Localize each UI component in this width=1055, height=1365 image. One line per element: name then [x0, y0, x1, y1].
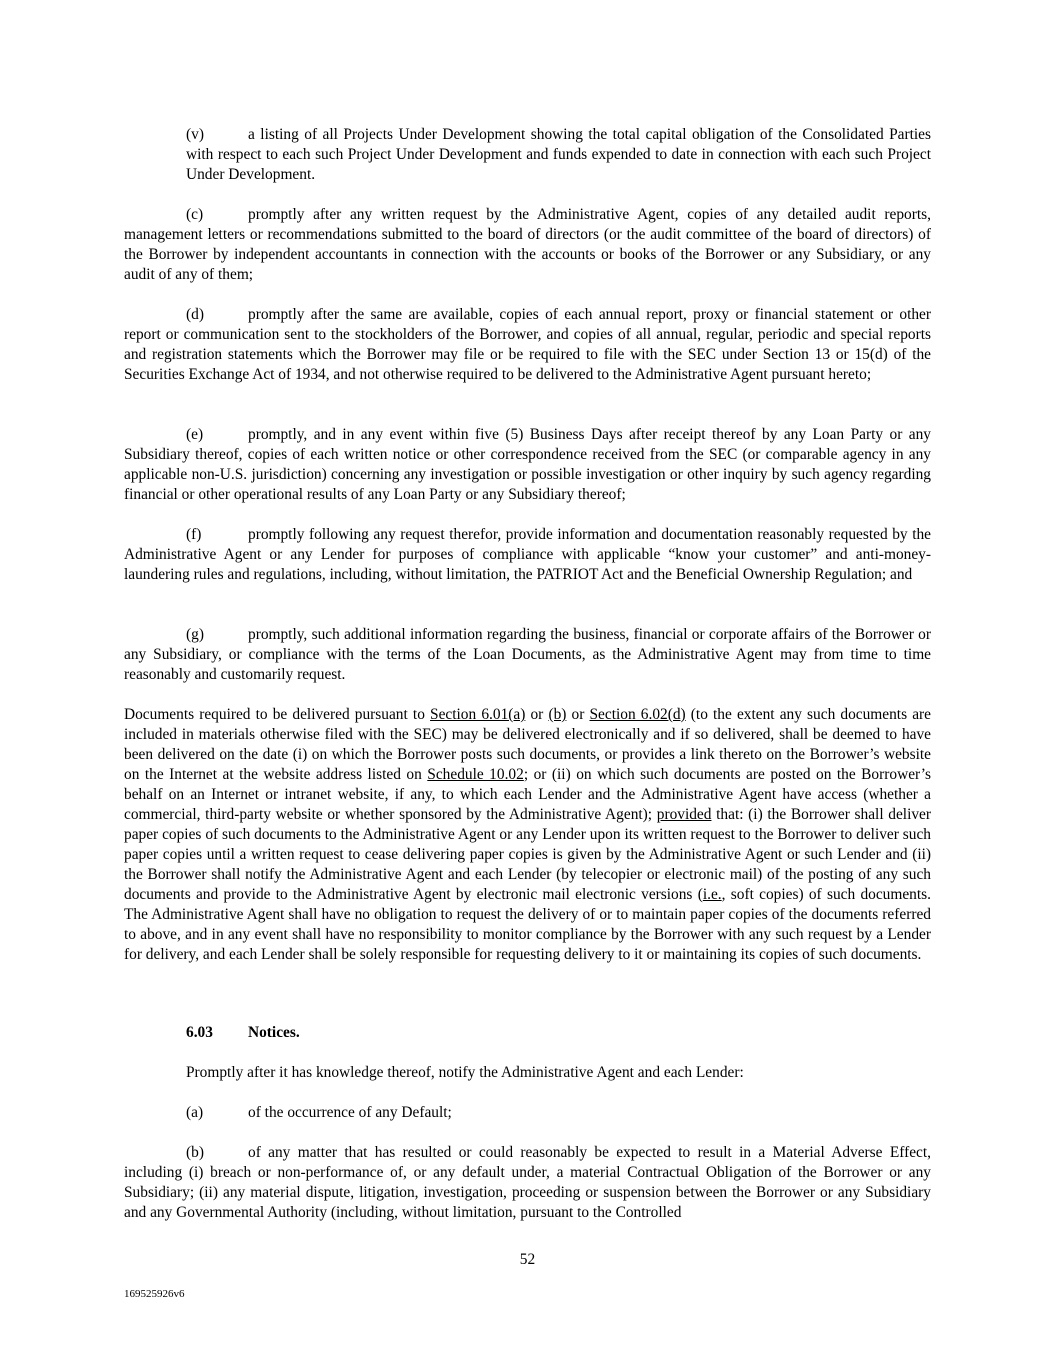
section-intro-text: Promptly after it has knowledge thereof, notify the Administrative Agent and each Lender:: [186, 1064, 744, 1081]
paragraph-e-text: promptly, and in any event within five (5) Business Days after receipt thereof by any Loan Party or any Subsidiary thereof, copies of each written notice or other correspondence received from the SEC (or comparable agency in any applicable non-U.S. jurisdiction) concerning any investigation or possible investigation or other inquiry by such agency regarding financial or other operational results of any Loan Party or any Subsidiary thereof;: [124, 426, 931, 503]
paragraph-v-number: (v): [186, 126, 204, 143]
notice-a: [186, 1103, 931, 1123]
paragraph-v: [186, 125, 931, 185]
notice-a-number: (a): [186, 1104, 204, 1121]
document-id: 169525926v6: [124, 1288, 185, 1300]
notice-b-number: (b): [186, 1144, 204, 1161]
paragraph-f-number: (f): [186, 526, 202, 543]
section-number: 6.03: [186, 1024, 213, 1041]
section-b-reference: (b): [548, 706, 567, 723]
ie-term: i.e.: [702, 886, 722, 903]
paragraph-c-text: promptly after any written request by the Administrative Agent, copies of any detailed audit reports, management letters or recommendations submitted to the board of directors (or the audit committee of the board of directors) of the Borrower by independent accountants in connection with the accounts or books of the Borrower or any Subsidiary, or any audit of any of them;: [124, 206, 931, 283]
documents-text-2: or: [525, 706, 549, 723]
page-number: 52: [519, 1251, 536, 1268]
notice-b-text: of any matter that has resulted or could reasonably be expected to result in a Material Adverse Effect, including (i) breach or non-performance of, or any default under, a material Contractual Obligation of the Borrower or any Subsidiary; (ii) any material dispute, litigation, investigation, proceeding or suspension between the Borrower or any Subsidiary and any Governmental Authority (including, without limitation, pursuant to the Controlled: [124, 1144, 931, 1221]
documents-delivery-paragraph: [124, 705, 931, 965]
section-6-03-heading: [186, 1023, 931, 1043]
paragraph-g: [124, 625, 931, 685]
paragraph-d-text: promptly after the same are available, copies of each annual report, proxy or financial statement or other report or communication sent to the stockholders of the Borrower, and copies of all annual, regular, periodic and special reports and registration statements which the Borrower may file or be required to file with the SEC under Section 13 or 15(d) of the Securities Exchange Act of 1934, and not otherwise required to be delivered to the Administrative Agent pursuant hereto;: [124, 306, 931, 383]
paragraph-d: [124, 305, 931, 385]
paragraph-g-text: promptly, such additional information regarding the business, financial or corporate affairs of the Borrower or any Subsidiary, or compliance with the terms of the Loan Documents, as the Administrative Agent may from time to time reasonably and customarily request.: [124, 626, 931, 683]
documents-text-4: (to the extent any such documents are included in materials otherwise filed with the SEC) may be delivered electronically and if so delivered, shall be deemed to have been delivered on the date (i) on which the Borrower posts such documents, or provides a link thereto on the Borrower’s website on the Internet at the website address listed on: [124, 706, 931, 783]
notice-b: [124, 1143, 931, 1223]
paragraph-c: [124, 205, 931, 285]
paragraph-d-number: (d): [186, 306, 204, 323]
section-6-01a-reference: Section 6.01(a): [430, 706, 526, 723]
paragraph-v-text: a listing of all Projects Under Development showing the total capital obligation of the Consolidated Parties with respect to each such Project Under Development and funds expended to date in connection with each such Project Under Development.: [186, 126, 931, 183]
paragraph-g-number: (g): [186, 626, 204, 643]
documents-text-3: or: [566, 706, 590, 723]
schedule-10-02-reference: Schedule 10.02: [427, 766, 524, 783]
documents-text-6: that: (i) the Borrower shall deliver paper copies of such documents to the Administrative Agent or any Lender upon its written request to the Borrower to deliver such paper copies until a written request to cease delivering paper copies is given by the Administrative Agent or such Lender and (ii) the Borrower shall notify the Administrative Agent and each Lender (by telecopier or electronic mail) of the posting of any such documents and provide to the Administrative Agent by electronic mail electronic versions (: [124, 806, 931, 903]
documents-text-1: Documents required to be delivered pursuant to: [124, 706, 431, 723]
paragraph-e-number: (e): [186, 426, 204, 443]
notice-a-text: of the occurrence of any Default;: [248, 1104, 452, 1121]
paragraph-e: [124, 425, 931, 505]
section-6-03-intro: [186, 1063, 931, 1083]
provided-term: provided: [656, 806, 712, 823]
documents-text-5: ; or (ii) on which such documents are posted on the Borrower’s behalf on an Internet or intranet website, if any, to which each Lender and the Administrative Agent have access (whether a commercial, third-party website or whether sponsored by the Administrative Agent);: [124, 766, 931, 823]
section-title: Notices.: [248, 1024, 300, 1041]
paragraph-f: [124, 525, 931, 585]
paragraph-c-number: (c): [186, 206, 204, 223]
section-6-02d-reference: Section 6.02(d): [589, 706, 686, 723]
documents-text-7: , soft copies) of such documents. The Administrative Agent shall have no obligation to request the delivery of or to maintain paper copies of the documents referred to above, and in any event shall have no responsibility to monitor compliance by the Borrower with any such request by a Lender for delivery, and each Lender shall be solely responsible for requesting delivery to it or maintaining its copies of such documents.: [124, 886, 931, 963]
paragraph-f-text: promptly following any request therefor, provide information and documentation reasonably requested by the Administrative Agent or any Lender for purposes of compliance with applicable “know your customer” and anti-money-laundering rules and regulations, including, without limitation, the PATRIOT Act and the Beneficial Ownership Regulation; and: [124, 526, 931, 583]
